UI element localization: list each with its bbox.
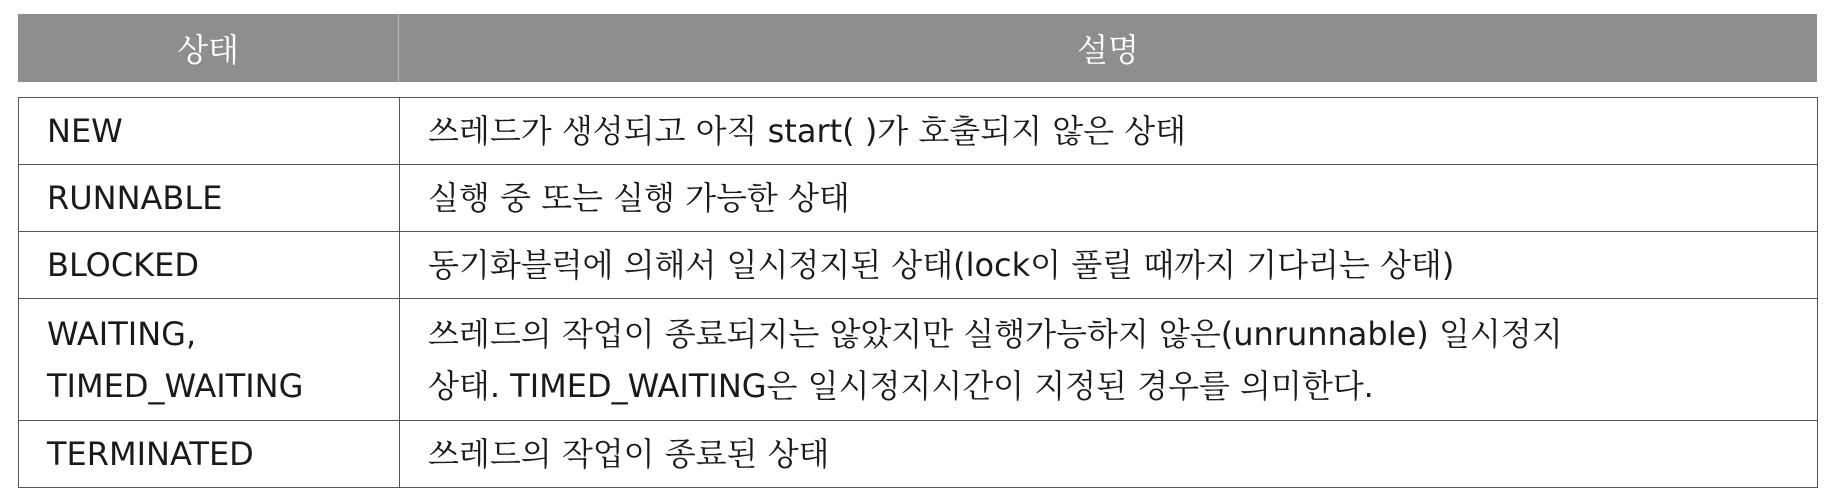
description-cell: 실행 중 또는 실행 가능한 상태	[400, 165, 1818, 232]
header-description: 설명	[1077, 31, 1139, 69]
state-cell: NEW	[19, 98, 400, 165]
state-cell: TERMINATED	[19, 421, 400, 488]
description-cell	[400, 299, 1818, 421]
state-cell	[19, 299, 400, 421]
table-row	[19, 299, 1818, 421]
state-line: TIMED_WAITING	[47, 366, 304, 405]
table-row	[19, 421, 1818, 488]
thread-state-table	[18, 97, 1818, 488]
state-line: WAITING,	[47, 314, 197, 353]
description-line: 쓰레드의 작업이 종료되지는 않았지만 실행가능하지 않은(unrunnable) 일시정지	[428, 314, 1563, 353]
state-cell: RUNNABLE	[19, 165, 400, 232]
table-row	[19, 232, 1818, 299]
table-row	[19, 165, 1818, 232]
description-cell: 동기화블럭에 의해서 일시정지된 상태(lock이 풀릴 때까지 기다리는 상태)	[400, 232, 1818, 299]
description-cell: 쓰레드의 작업이 종료된 상태	[400, 421, 1818, 488]
description-cell: 쓰레드가 생성되고 아직 start( )가 호출되지 않은 상태	[400, 98, 1818, 165]
description-line: 상태. TIMED_WAITING은 일시정지시간이 지정된 경우를 의미한다.	[428, 366, 1374, 405]
table-header	[18, 14, 1817, 82]
state-cell: BLOCKED	[19, 232, 400, 299]
header-state: 상태	[18, 14, 399, 82]
table-row	[19, 98, 1818, 165]
